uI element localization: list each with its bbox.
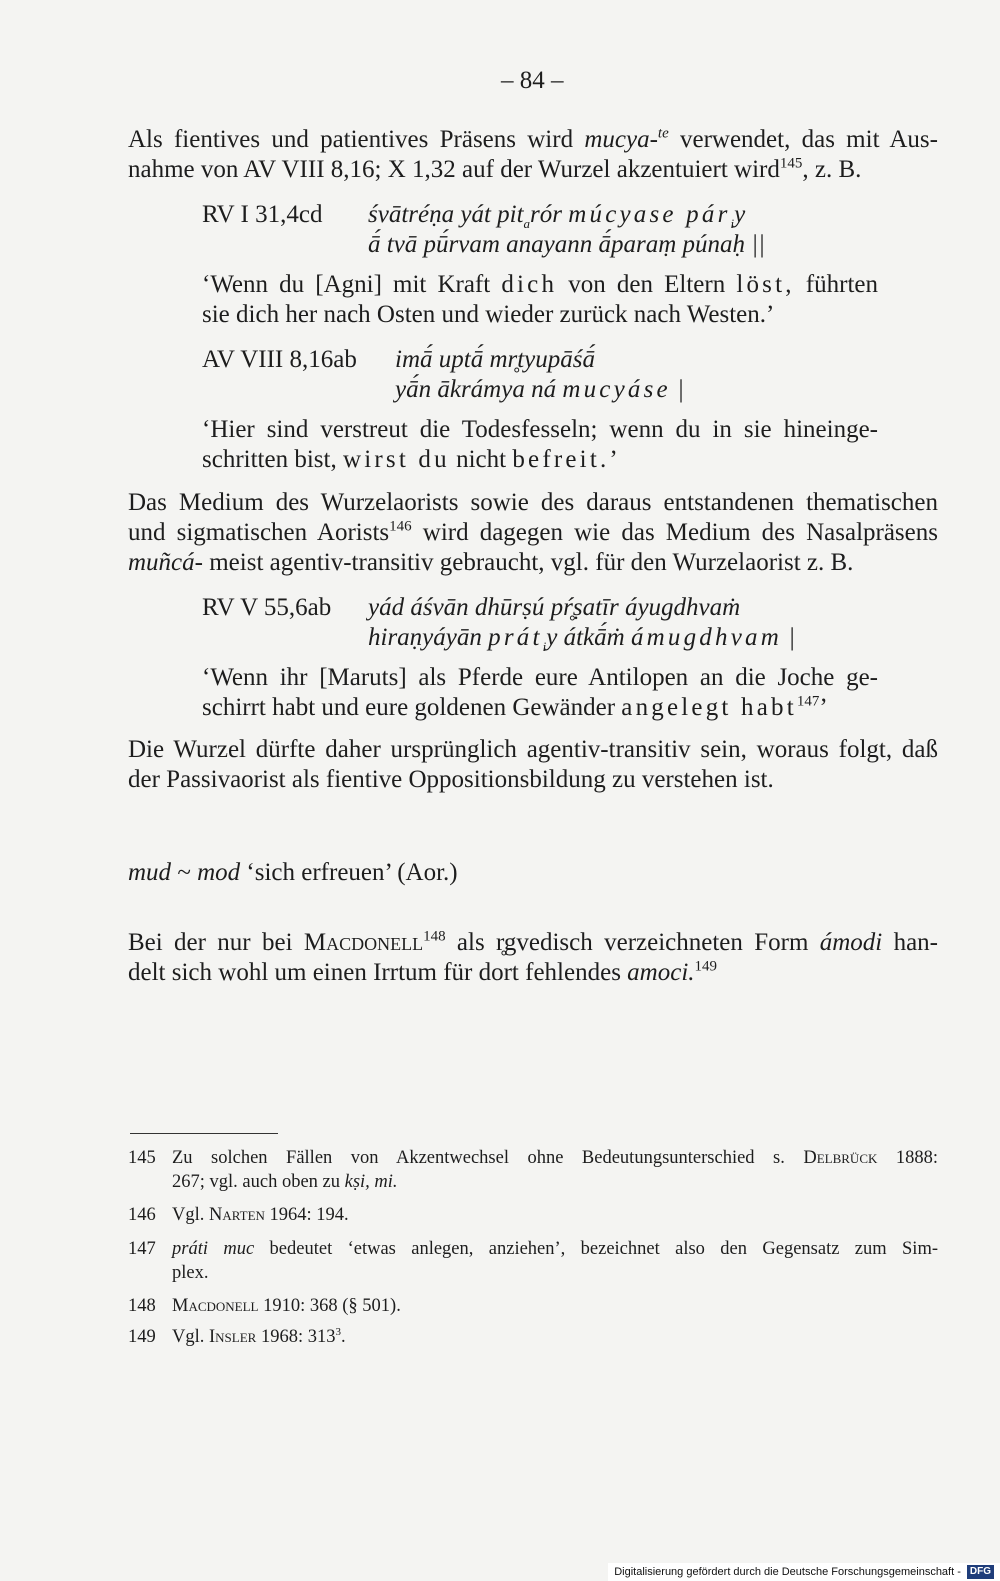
example2-translation-line2: schritten bist, wirst du nicht befreit.’ <box>202 446 618 473</box>
para4-line2: delt sich wohl um einen Irrtum für dort fehlendes amoci.$^{149}$ <box>128 958 718 986</box>
example1-reference: RV I 31,4cd <box>202 201 323 228</box>
example1-verse-line2: ā́ tvā pū́rvam anayann ā́paraṃ púnaḥ || <box>368 231 766 258</box>
example2-reference: AV VIII 8,16ab <box>202 346 357 373</box>
example1-translation-line2: sie dich her nach Osten und wieder zurück nach Westen.’ <box>202 301 775 328</box>
example2-translation-line1: ‘Hier sind verstreut die Todesfesseln; wenn du in sie hineinge- <box>202 416 878 443</box>
example1-verse-line1: śvātréṇa yát pit$_a$rór múcyase pár$_i$y <box>368 201 746 231</box>
footnote-148-text: Macdonell 1910: 368 (§ 501). <box>172 1296 401 1316</box>
example3-reference: RV V 55,6ab <box>202 594 332 621</box>
example2-verse-line2: yā́n ākrámya ná mucyáse | <box>395 376 684 403</box>
para2-line2: und sigmatischen Aorists$^{146}$ wird dagegen wie das Medium des Nasalpräsens <box>128 518 938 546</box>
footnote-147-number: 147 <box>128 1239 156 1259</box>
para2-line1: Das Medium des Wurzelaorists sowie des daraus entstandenen thematischen <box>128 489 938 516</box>
lemma-heading: mud ~ mod ‘sich erfreuen’ (Aor.) <box>128 859 458 886</box>
example2-verse-line1: imā́ uptā́ mr̥tyupāśā́ <box>395 346 595 373</box>
example3-translation-line1: ‘Wenn ihr [Maruts] als Pferde eure Antilopen an die Joche ge- <box>202 664 878 691</box>
para1-line2: nahme von AV VIII 8,16; X 1,32 auf der Wurzel akzentuiert wird$^{145}$, z. B. <box>128 155 862 183</box>
footnote-145-number: 145 <box>128 1148 156 1168</box>
footnote-separator <box>130 1133 278 1134</box>
para3-line2: der Passivaorist als fientive Oppositionsbildung zu verstehen ist. <box>128 766 774 793</box>
funding-credit <box>608 1563 1000 1581</box>
para2-line3: muñcá- meist agentiv-transitiv gebraucht, vgl. für den Wurzelaorist z. B. <box>128 549 854 576</box>
footnote-149-text: Vgl. Insler 1968: $313^3$. <box>172 1325 346 1347</box>
para4-line1: Bei der nur bei Macdonell$^{148}$ als r̥gvedisch verzeichneten Form ámodi han- <box>128 928 939 956</box>
example3-verse-line2: hiraṇyáyān prát$_i$y átkā́ṁ ámugdhvam | <box>368 624 796 654</box>
footnote-146-number: 146 <box>128 1205 156 1225</box>
footnote-145-line1: Zu solchen Fällen von Akzentwechsel ohne Bedeutungsunterschied s. Delbrück 1888: <box>172 1148 939 1168</box>
para1-line1: Als fientives und patientives Präsens wird mucya-$^{te}$ verwendet, das mit Aus- <box>128 125 938 153</box>
example3-verse-line1: yád áśvān dhūrṣú pŕ̥ṣatīr áyugdhvaṁ <box>368 594 741 621</box>
footnote-148-number: 148 <box>128 1296 156 1316</box>
footnote-147-line1: práti muc bedeutet ‘etwas anlegen, anziehen’, bezeichnet also den Gegensatz zum Sim- <box>172 1239 938 1259</box>
funding-credit-text: Digitalisierung gefördert durch die Deutsche Forschungsgemeinschaft - <box>614 1566 961 1578</box>
footnote-146-text: Vgl. Narten 1964: 194. <box>172 1205 349 1225</box>
example1-translation-line1: ‘Wenn du [Agni] mit Kraft dich von den Eltern löst, führten <box>202 271 878 298</box>
footnote-147-line2: plex. <box>172 1263 209 1283</box>
footnote-149-number: 149 <box>128 1327 156 1347</box>
page-number: – 84 – <box>501 67 564 94</box>
para3-line1: Die Wurzel dürfte daher ursprünglich agentiv-transitiv sein, woraus folgt, daß <box>128 736 938 763</box>
footnote-145-line2: 267; vgl. auch oben zu kṣi, mi. <box>172 1172 398 1192</box>
example3-translation-line2: schirrt habt und eure goldenen Gewänder angelegt habt$^{147}$’ <box>202 693 828 721</box>
dfg-logo-icon: DFG <box>967 1565 994 1579</box>
